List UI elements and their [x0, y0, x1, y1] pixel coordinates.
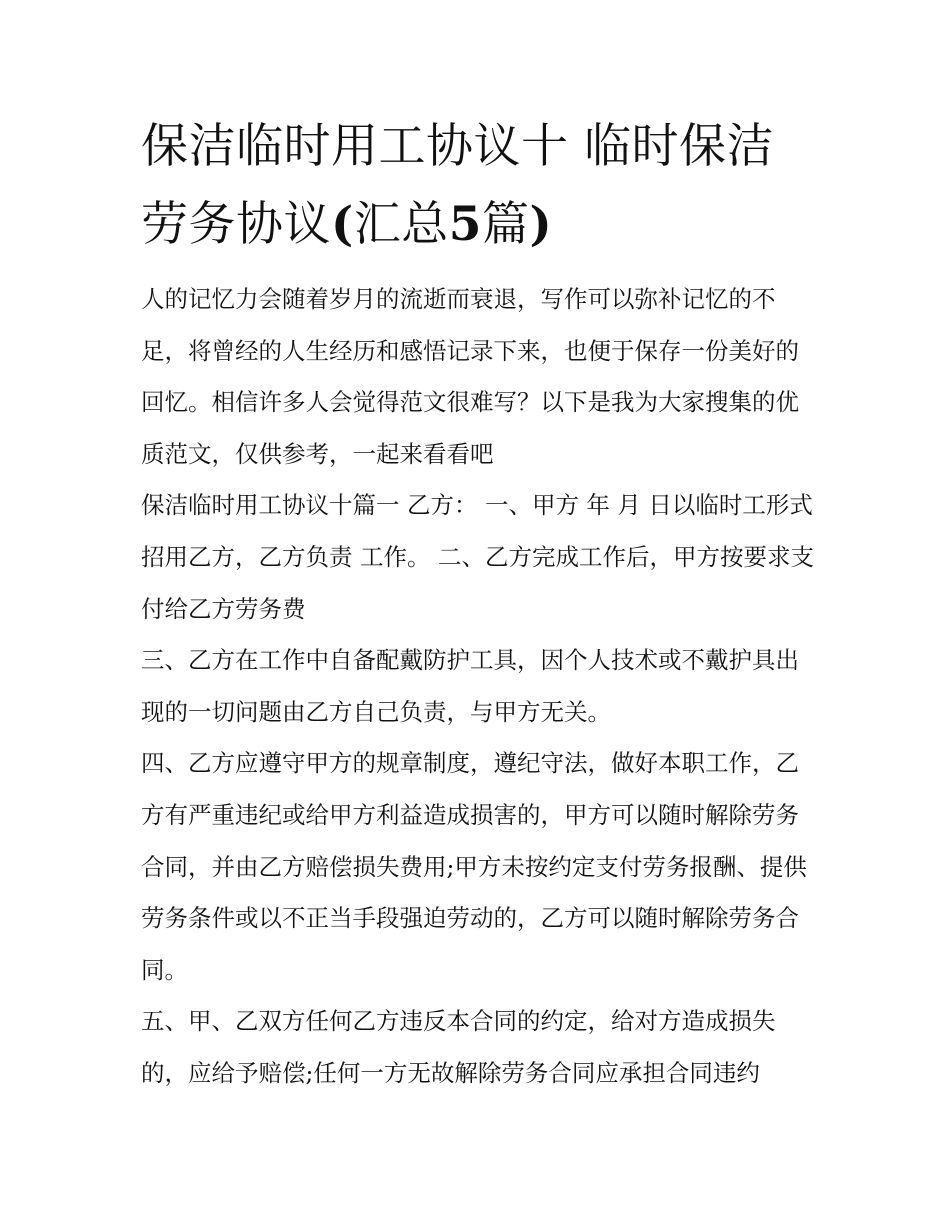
- title-text-summary: 汇总: [353, 197, 449, 252]
- clause-paragraph-3: 三、乙方在工作中自备配戴防护工具，因个人技术或不戴护具出现的一切问题由乙方自己负责，与甲方无关。: [141, 646, 799, 726]
- document-body: [141, 108, 817, 1100]
- title-text-unit: 篇: [481, 197, 530, 252]
- title-count: 5: [448, 197, 482, 252]
- intro-paragraph: 人的记忆力会随着岁月的流逝而衰退，写作可以弥补记忆的不足，将曾经的人生经历和感悟记录下来，也便于保存一份美好的回忆。相信许多人会觉得范文很难写？以下是我为大家搜集的优质范文，仅供参考，一起来看看吧: [141, 285, 799, 468]
- clause-paragraph-4: 四、乙方应遵守甲方的规章制度，遵纪守法，做好本职工作，乙方有严重违纪或给甲方利益造成损害的，甲方可以随时解除劳务合同，并由乙方赔偿损失费用;甲方未按约定支付劳务报酬、提供劳务条件或以不正当手段强迫劳动的，乙方可以随时解除劳务合同。: [141, 749, 807, 984]
- clause-paragraph-1-2: 保洁临时用工协议十篇一 乙方： 一、甲方 年 月 日以临时工形式招用乙方，乙方负责 工作。 二、乙方完成工作后，甲方按要求支付给乙方劳务费: [141, 491, 814, 623]
- clause-paragraph-5: 五、甲、乙双方任何乙方违反本合同的约定，给对方造成损失的，应给予赔偿;任何一方无故解除劳务合同应承担合同违约: [141, 1007, 776, 1087]
- document-title: [141, 108, 817, 264]
- title-paren-open: (: [331, 197, 354, 252]
- title-paren-close: ): [529, 197, 553, 252]
- title-text-main: 保洁临时用工协议十 临时保洁劳务协议: [141, 119, 774, 252]
